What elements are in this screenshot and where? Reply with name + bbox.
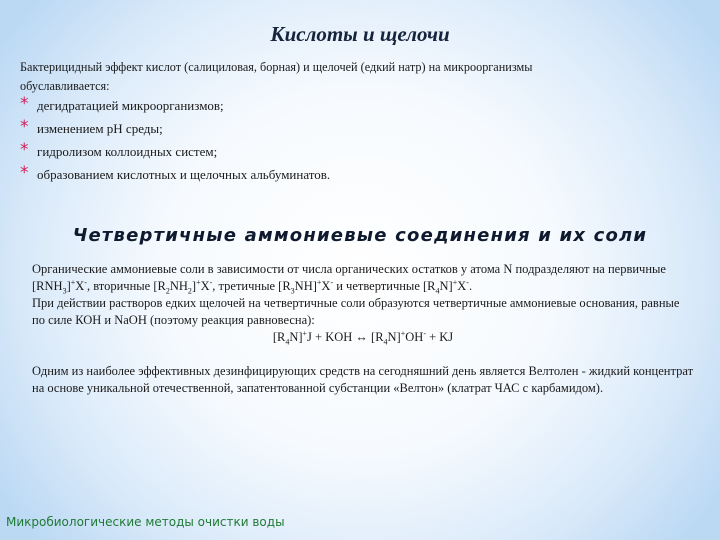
paragraph-spacer <box>32 346 694 363</box>
bullet-item <box>20 165 660 188</box>
bullet-item <box>20 119 660 142</box>
bullet-item <box>20 96 660 119</box>
asterisk-bullet-icon: * <box>20 140 29 160</box>
slide-title: Кислоты и щелочи <box>270 22 450 46</box>
bullet-text: дегидратацией микроорганизмов; <box>37 98 224 113</box>
section-title: Четвертичные аммониевые соединения и их соли <box>72 225 648 246</box>
bullet-text: образованием кислотных и щелочных альбуминатов. <box>37 167 331 182</box>
footer-caption: Микробиологические методы очистки воды <box>6 515 285 529</box>
veltolen-paragraph: Одним из наиболее эффективных дезинфицирующих средств на сегодняшний день является Велтолен - жидкий концентрат на основе уникальной отечественной, запатентованной субстанции «Велтон» (клатрат ЧАС с карбамидом). <box>32 364 694 395</box>
alkali-reaction-paragraph: При действии растворов едких щелочей на четвертичные соли образуются четвертичные аммониевые основания, равные по силе КОН и NaOH (поэтому реакция равновесна): <box>32 296 680 327</box>
equilibrium-arrow-icon: ↔ <box>355 330 368 344</box>
reaction-formula: $[R_4N]^+J$ + KOH ↔ $[R_4N]^+OH^-$ + KJ <box>272 328 454 347</box>
asterisk-bullet-icon: * <box>20 117 29 137</box>
asterisk-bullet-icon: * <box>20 94 29 114</box>
bullet-text: изменением рН среды; <box>37 121 163 136</box>
intro-text: Бактерицидный эффект кислот (салициловая, борная) и щелочей (едкий натр) на микроорганизмы обуславливается: <box>20 59 533 93</box>
bullet-list <box>20 96 660 188</box>
section-body <box>32 261 694 397</box>
bullet-text: гидролизом коллоидных систем; <box>37 144 218 159</box>
bullet-item <box>20 142 660 165</box>
salts-classification-paragraph: Органические аммониевые соли в зависимости от числа органических остатков у атома N подразделяют на первичные $[RNH_3]^+X^-$, вторичные $[R_2NH_2]^+X^-$, третичные $[R_3NH]^+X^-$ и четвертичные $[R_4N]^+X^-$. <box>32 262 666 296</box>
asterisk-bullet-icon: * <box>20 163 29 183</box>
